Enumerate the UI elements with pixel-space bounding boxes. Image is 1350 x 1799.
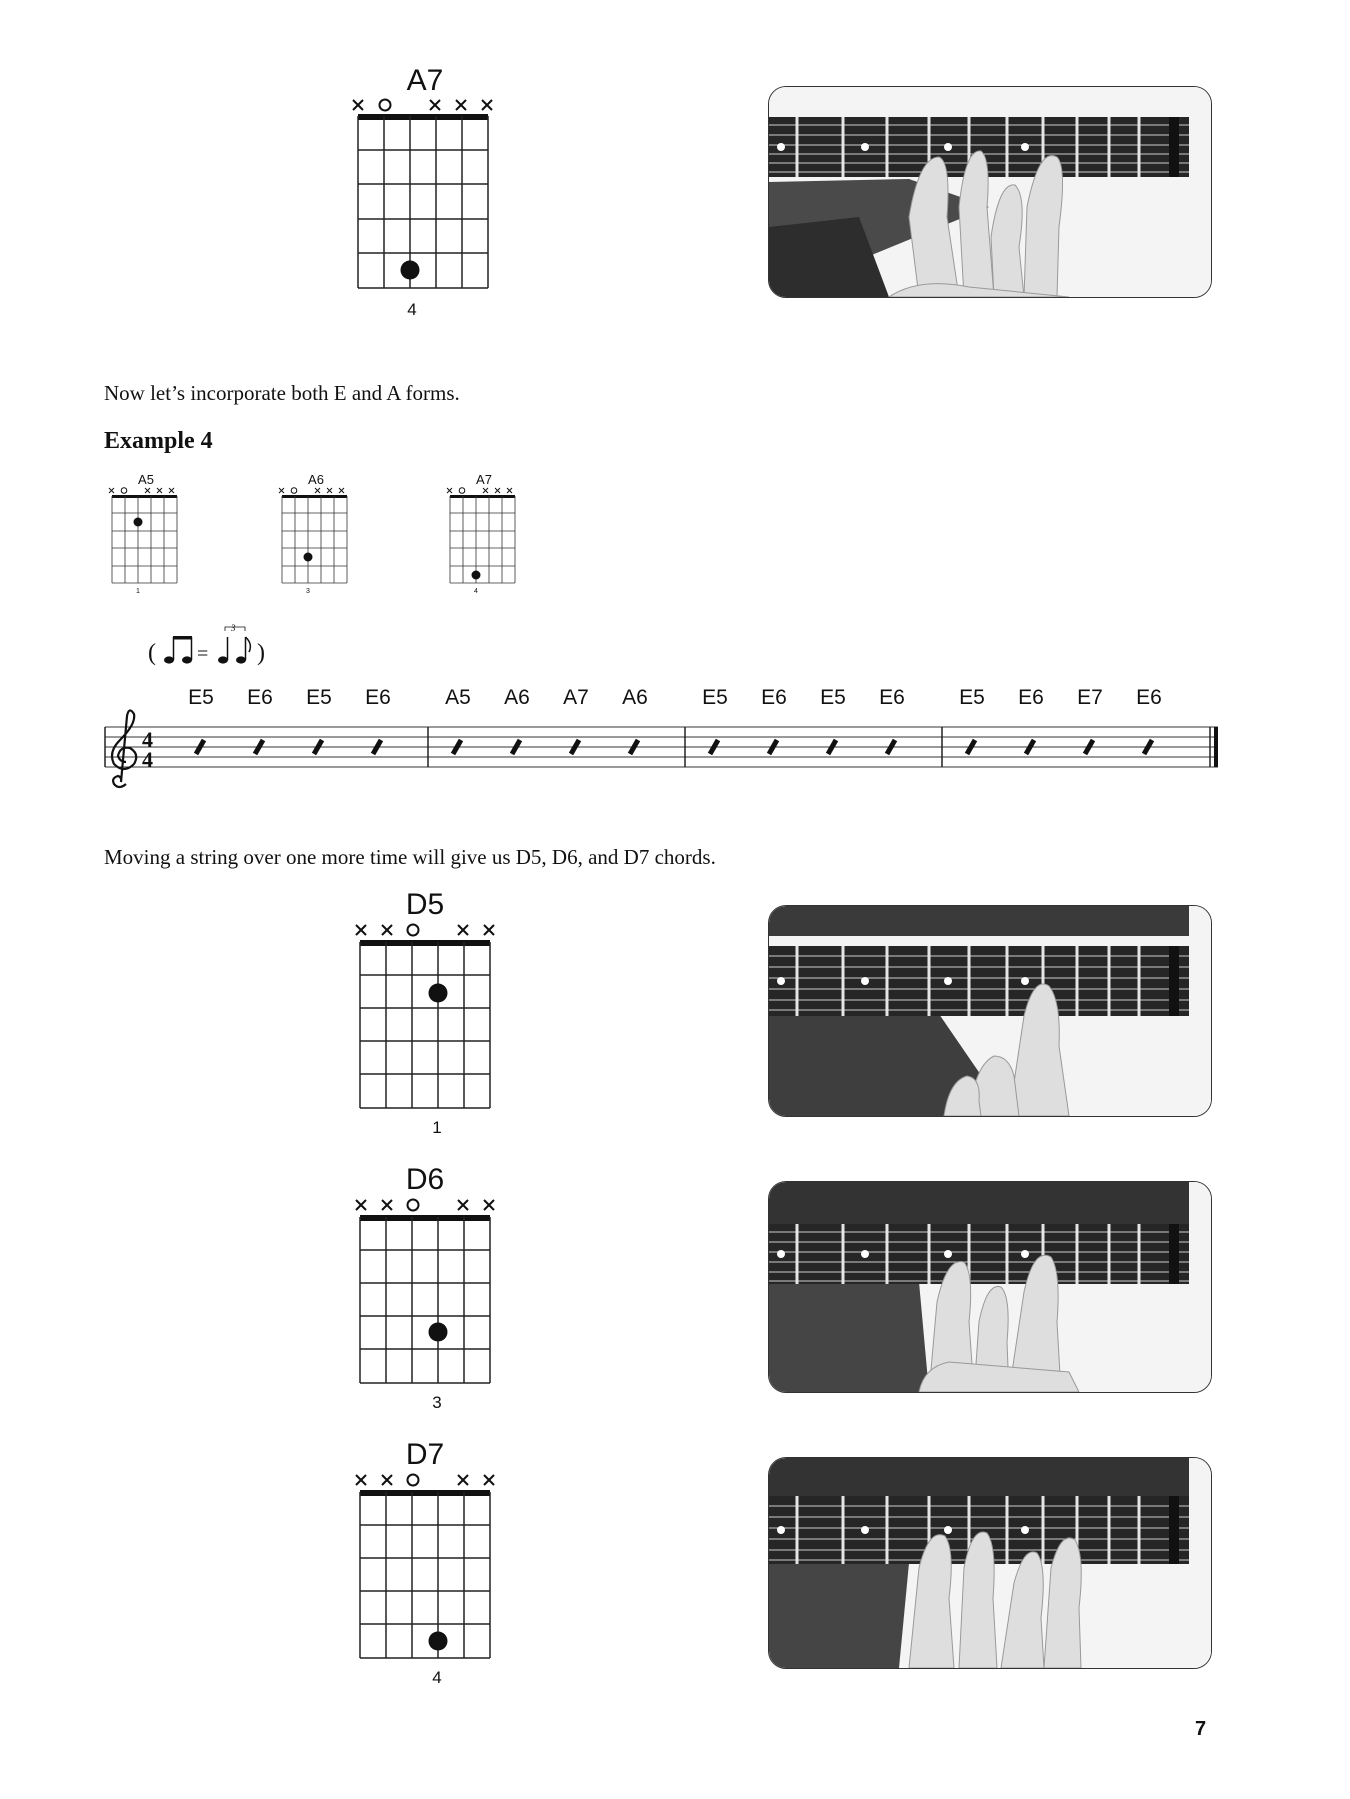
chord-diagram-d5 [350,923,500,1113]
small-chord-diagram-a6 [278,487,354,587]
fret-number-a7: 4 [407,300,417,319]
triplet-three: 3 [231,623,236,633]
small-fret-a7: 4 [474,588,478,595]
seq-chord-label: E5 [820,686,846,709]
swing-open-paren: ( [148,640,156,666]
chord-name-d6: D6 [405,1163,445,1196]
fret-number-d5: 1 [432,1118,442,1137]
chord-diagram-d7 [350,1473,500,1663]
swing-feel-notation [145,622,275,668]
rhythm-staff [100,700,1225,800]
fret-number-d7: 4 [432,1668,442,1687]
time-signature-top: 4 [142,727,153,752]
seq-chord-label: E6 [1018,686,1044,709]
page-number: 7 [1195,1718,1207,1740]
seq-chord-label: E5 [702,686,728,709]
small-chord-diagram-a7 [446,487,522,587]
swing-close-paren: ) [257,640,265,666]
seq-chord-label: E6 [247,686,273,709]
example-heading: Example 4 [104,428,213,454]
text-moving-string: Moving a string over one more time will give us D5, D6, and D7 chords. [104,845,716,869]
time-signature-bottom: 4 [142,747,153,772]
chord-name-d5: D5 [405,888,445,921]
seq-chord-label: A7 [563,686,589,709]
chord-name-a7: A7 [406,64,444,97]
chord-name-d7: D7 [405,1438,445,1471]
seq-chord-label: E5 [306,686,332,709]
seq-chord-label: E5 [959,686,985,709]
seq-chord-label: E6 [879,686,905,709]
text-incorporate-forms: Now let’s incorporate both E and A forms. [104,381,460,405]
seq-chord-label: E6 [1136,686,1162,709]
seq-chord-label: A6 [504,686,530,709]
chord-diagram-d6 [350,1198,500,1388]
seq-chord-label: E7 [1077,686,1103,709]
small-chord-name-a7: A7 [476,472,492,487]
small-fret-a5: 1 [136,588,140,595]
small-chord-name-a5: A5 [138,472,154,487]
small-chord-diagram-a5 [108,487,184,587]
fret-number-d6: 3 [432,1393,442,1412]
seq-chord-label: E6 [761,686,787,709]
seq-chord-label: A6 [622,686,648,709]
hand-photo-d7 [768,1457,1212,1669]
hand-photo-d6 [768,1181,1212,1393]
small-chord-name-a6: A6 [308,472,324,487]
treble-clef-icon [112,710,136,787]
seq-chord-label: A5 [445,686,471,709]
chord-diagram-a7 [350,98,500,298]
hand-photo-d5 [768,905,1212,1117]
small-fret-a6: 3 [306,588,310,595]
seq-chord-label: E5 [188,686,214,709]
swing-equals: = [197,643,209,665]
hand-photo-a7 [768,86,1212,298]
seq-chord-label: E6 [365,686,391,709]
